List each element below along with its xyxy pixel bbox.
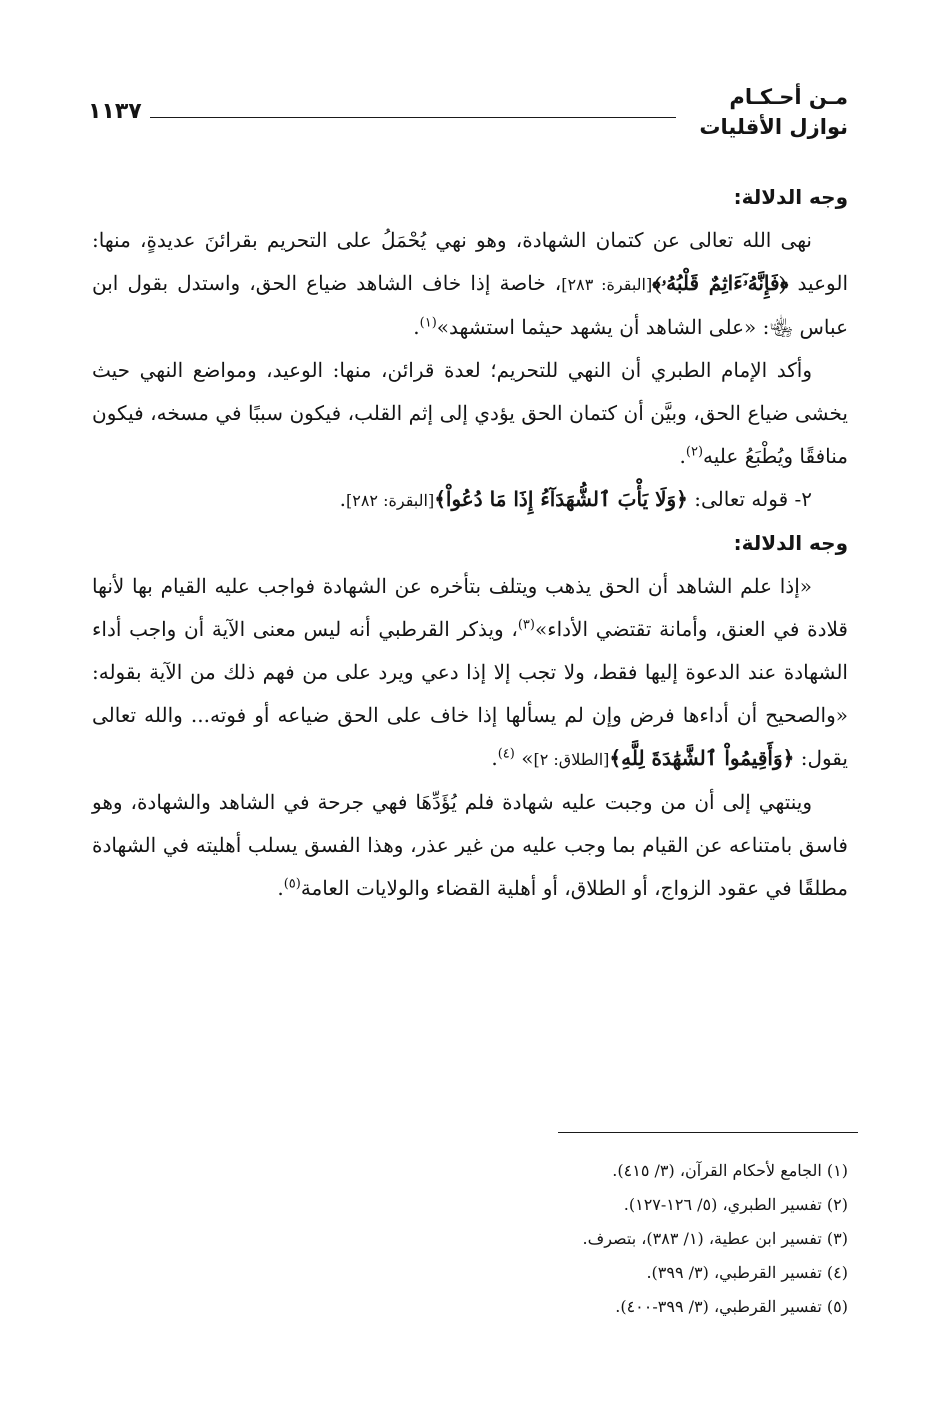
running-title-line-2: نوازل الأقليات — [699, 115, 848, 139]
paragraph-3-text-a: «إذا علم الشاهد أن الحق يذهب ويتلف بتأخره عن الشهادة فواجب عليه القيام بها لأنها قلادة في العنق، وأمانة تقتضي الأداء» — [92, 574, 848, 641]
footnote-marker: (١) — [419, 315, 437, 331]
footnote-rule — [558, 1132, 858, 1133]
paragraph-1-text-b: ، خاصة إذا خاف الشاهد ضياع الحق، واستدل بقول ابن عباس ﵄: «على الشاهد أن يشهد حيثما استشهد» — [92, 271, 848, 339]
paragraph-4 — [92, 781, 848, 910]
body-text — [92, 176, 848, 910]
paragraph-3-text-b: ، ويذكر القرطبي أنه ليس معنى الآية أن واجب أداء الشهادة عند الدعوة إليها فقط، ولا تجب إلا إذا دعي ويرد على من فهم ذلك من الآية بقوله: «والصحيح أن أداءها فرض وإن لم يسألها إذا خاف على الحق ضياعه أو فوته... والله تعالى يقول: — [92, 617, 848, 770]
footnote-marker: (٣) — [517, 617, 535, 633]
paragraph-1-end: . — [413, 315, 420, 339]
item-number: ٢- — [788, 487, 812, 511]
footnote-item: (٢) تفسير الطبري، (٥/ ١٢٦-١٢٧). — [623, 1195, 848, 1214]
footnotes — [328, 1154, 848, 1324]
paragraph-3 — [92, 565, 848, 781]
paragraph-2-text: وأكد الإمام الطبري أن النهي للتحريم؛ لعدة قرائن، منها: الوعيد، ومواضع النهي حيث يخشى ضياع الحق، وبيَّن أن كتمان الحق يؤدي إلى إثم القلب، فيكون سببًا في مسخه، فيكون منافقًا ويُطْبَعُ عليه — [92, 358, 848, 468]
paragraph-4-text: وينتهي إلى أن من وجبت عليه شهادة فلم يُؤَدِّهَا فهي جرحة في الشاهد والشهادة، وهو فاسق بامتناعه عن القيام بما وجب عليه من غير عذر، وهذا الفسق يسلب أهليته في الشهادة مطلقًا في عقود الزواج، أو الطلاق، أو أهلية القضاء والولايات العامة — [92, 790, 848, 900]
item-2-text: قوله تعالى: — [687, 487, 789, 511]
verse-reference: [البقرة: ٢٨٣] — [561, 275, 653, 294]
paragraph-3-end: . — [491, 746, 498, 770]
paragraph-4-end: . — [277, 876, 284, 900]
quran-verse: ﴿وَأَقِيمُواْ ٱلشَّهَٰدَةَ لِلَّهِ﴾ — [609, 746, 795, 770]
verse-reference: [البقرة: ٢٨٢] — [345, 491, 435, 510]
footnote-item: (٥) تفسير القرطبي، (٣/ ٣٩٩-٤٠٠). — [615, 1297, 848, 1316]
page-number: ١١٣٧ — [88, 99, 142, 124]
footnote-marker: (٢) — [685, 444, 704, 460]
paragraph-1 — [92, 219, 848, 349]
footnote-item: (٤) تفسير القرطبي، (٣/ ٣٩٩). — [646, 1263, 848, 1282]
verse-reference: [الطلاق: ٢] — [533, 750, 610, 769]
paragraph-3-text-c: » — [514, 746, 534, 770]
quran-verse: ﴿وَلَا يَأْبَ ٱلشُّهَدَآءُ إِذَا مَا دُعُواْ﴾ — [434, 487, 688, 511]
quran-verse: ﴿فَإِنَّهُۥٓءَاثِمٌ قَلْبُهُۥ﴾ — [652, 271, 789, 295]
item-2-end: . — [339, 487, 346, 511]
running-title-line-1: مـن أحـكـام — [729, 85, 848, 109]
footnote-marker: (٤) — [497, 746, 515, 762]
section-heading: وجه الدلالة: — [733, 531, 848, 555]
paragraph-2 — [92, 349, 848, 478]
footnote-item: (١) الجامع لأحكام القرآن، (٣/ ٤١٥). — [612, 1161, 848, 1180]
paragraph-2-end: . — [679, 444, 686, 468]
paragraph-1-text-a: نهى الله تعالى عن كتمان الشهادة، وهو نهي يُحْمَلُ على التحريم بقرائنَ عديدةٍ، منها: الوعيد — [92, 228, 848, 295]
header-rule — [150, 117, 676, 118]
running-title — [699, 82, 848, 142]
footnote-item: (٣) تفسير ابن عطية، (١/ ٣٨٣)، بتصرف. — [582, 1229, 848, 1248]
numbered-item-2 — [92, 478, 848, 522]
footnote-marker: (٥) — [283, 876, 301, 892]
section-heading: وجه الدلالة: — [733, 185, 848, 209]
